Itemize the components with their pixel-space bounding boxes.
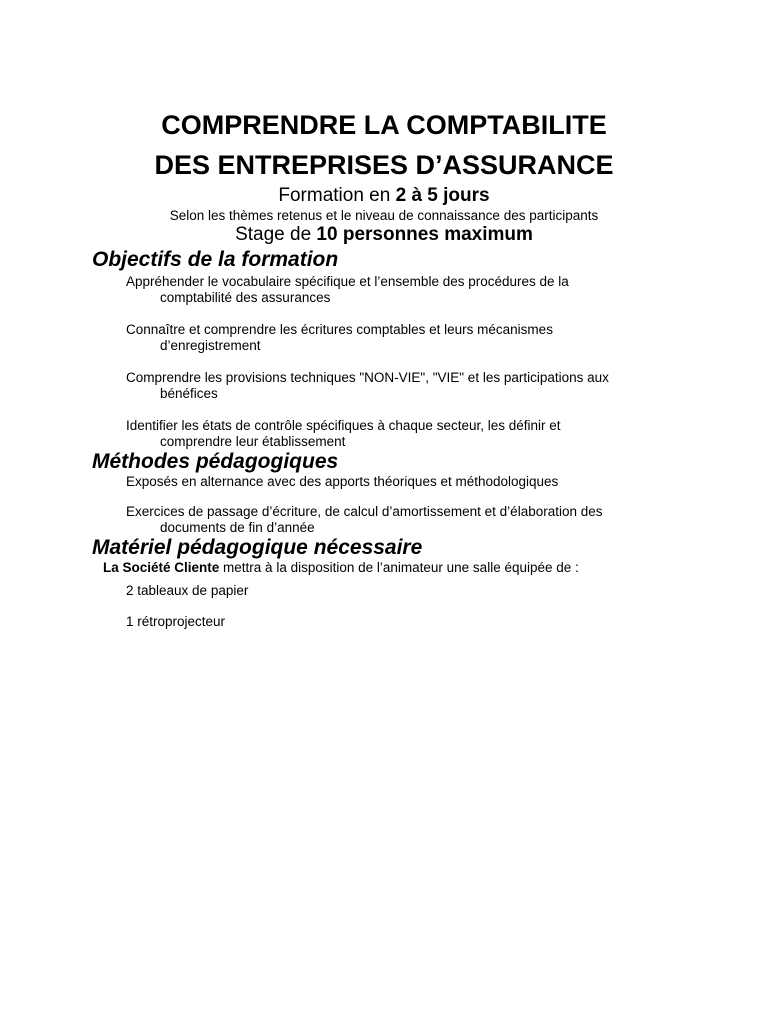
duration-line xyxy=(0,185,768,207)
section-heading-objectifs: Objectifs de la formation xyxy=(92,248,339,271)
document-title-line-1: COMPRENDRE LA COMPTABILITE xyxy=(161,110,607,140)
equipment-item: 2 tableaux de papier xyxy=(126,583,249,598)
list-item xyxy=(126,274,676,306)
list-item-line-2: documents de fin d’année xyxy=(160,520,315,535)
duration-value: 2 à 5 jours xyxy=(395,185,490,206)
client-statement xyxy=(0,560,768,576)
list-item xyxy=(126,418,676,450)
duration-prefix: Formation en xyxy=(278,185,396,206)
objectifs-list xyxy=(0,274,768,450)
list-item xyxy=(126,504,676,536)
list-item-line-2: comptabilité des assurances xyxy=(160,290,331,305)
list-item-line-2: d’enregistrement xyxy=(160,338,261,353)
list-item-line-1: Exercices de passage d’écriture, de calcul d’amortissement et d’élaboration des xyxy=(126,504,603,519)
stage-value: 10 personnes maximum xyxy=(316,224,533,245)
equipment-item: 1 rétroprojecteur xyxy=(126,614,226,629)
methodes-list xyxy=(0,474,768,536)
list-item xyxy=(126,322,676,354)
stage-prefix: Stage de xyxy=(235,224,317,245)
list-item-line-2: bénéfices xyxy=(160,386,218,401)
list-item-line-1: Exposés en alternance avec des apports théoriques et méthodologiques xyxy=(126,474,559,489)
client-name: La Société Cliente xyxy=(103,560,220,575)
stage-line xyxy=(0,224,768,246)
section-heading-materiel: Matériel pédagogique nécessaire xyxy=(92,536,423,559)
list-item-line-1: Appréhender le vocabulaire spécifique et l’ensemble des procédures de la xyxy=(126,274,569,289)
list-item-line-2: comprendre leur établissement xyxy=(160,434,346,449)
document-title-line-2: DES ENTREPRISES D’ASSURANCE xyxy=(154,150,614,180)
list-item-line-1: Connaître et comprendre les écritures comptables et leurs mécanismes xyxy=(126,322,553,337)
duration-note: Selon les thèmes retenus et le niveau de connaissance des participants xyxy=(169,208,599,223)
client-statement-rest: mettra à la disposition de l’animateur une salle équipée de : xyxy=(219,560,579,575)
list-item xyxy=(126,370,676,402)
list-item xyxy=(126,474,676,490)
list-item-line-1: Comprendre les provisions techniques "NON-VIE", "VIE" et les participations aux xyxy=(126,370,609,385)
list-item-line-1: Identifier les états de contrôle spécifiques à chaque secteur, les définir et xyxy=(126,418,561,433)
section-heading-methodes: Méthodes pédagogiques xyxy=(92,450,339,473)
